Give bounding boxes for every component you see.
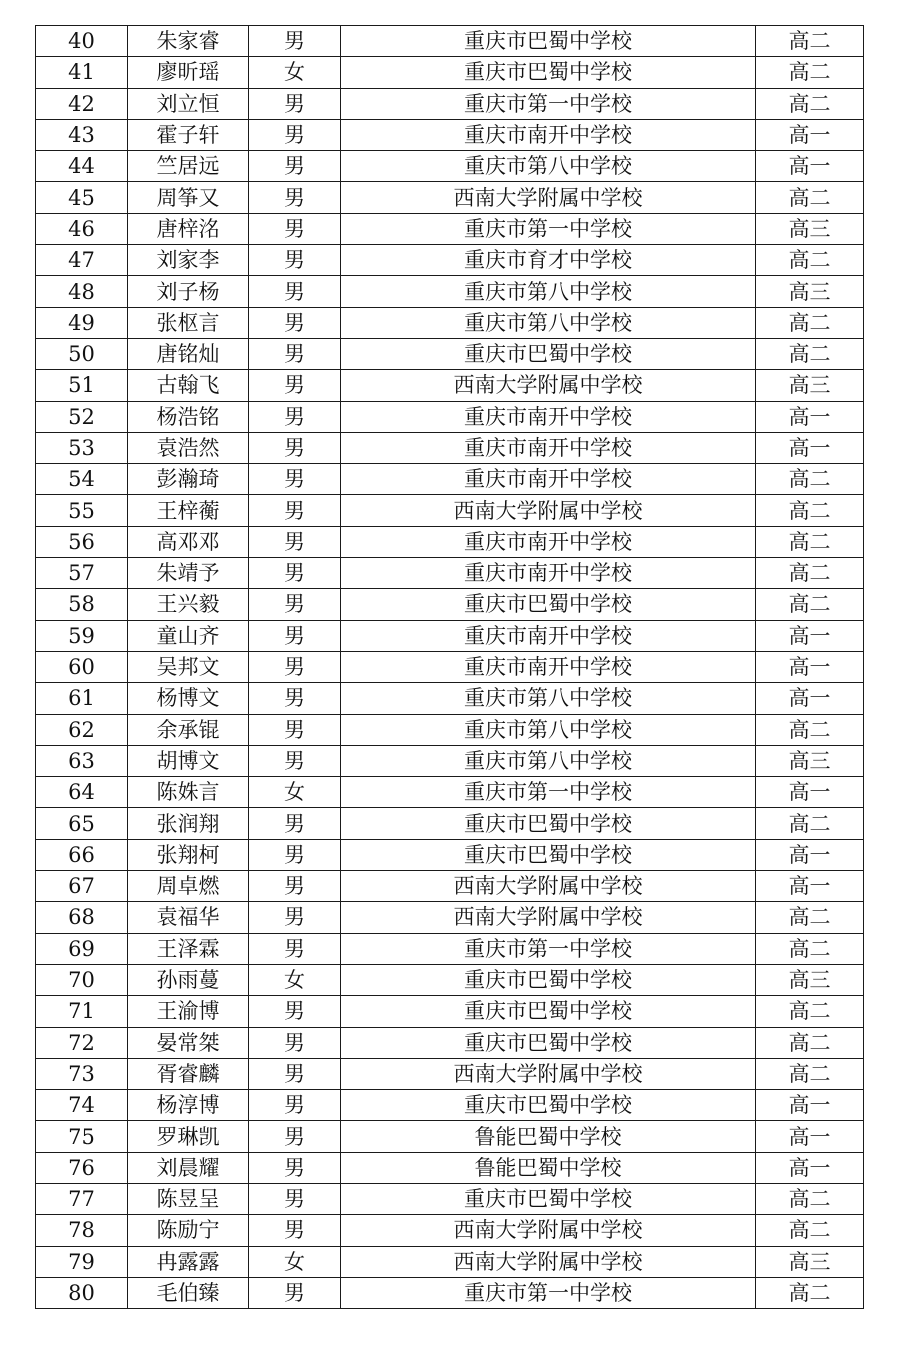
row-number-cell: 72 — [36, 1027, 128, 1058]
school-cell: 重庆市第八中学校 — [341, 683, 756, 714]
student-name-cell: 王梓蘅 — [128, 495, 249, 526]
student-name-cell: 唐铭灿 — [128, 338, 249, 369]
student-name-cell: 余承锟 — [128, 714, 249, 745]
row-number-cell: 49 — [36, 307, 128, 338]
grade-cell: 高三 — [756, 1246, 864, 1277]
row-number-cell: 47 — [36, 245, 128, 276]
gender-cell: 男 — [249, 558, 341, 589]
table-row — [36, 651, 864, 682]
student-name-cell: 王渝博 — [128, 996, 249, 1027]
school-cell: 西南大学附属中学校 — [341, 370, 756, 401]
student-name-cell: 张润翔 — [128, 808, 249, 839]
school-cell: 重庆市巴蜀中学校 — [341, 26, 756, 57]
row-number-cell: 80 — [36, 1277, 128, 1308]
table-row — [36, 338, 864, 369]
school-cell: 重庆市南开中学校 — [341, 464, 756, 495]
table-row — [36, 871, 864, 902]
school-cell: 重庆市第一中学校 — [341, 88, 756, 119]
grade-cell: 高三 — [756, 964, 864, 995]
student-name-cell: 胡博文 — [128, 745, 249, 776]
gender-cell: 男 — [249, 307, 341, 338]
school-cell: 重庆市第一中学校 — [341, 777, 756, 808]
school-cell: 重庆市巴蜀中学校 — [341, 1090, 756, 1121]
table-row — [36, 1183, 864, 1214]
table-row — [36, 1277, 864, 1308]
school-cell: 西南大学附属中学校 — [341, 182, 756, 213]
grade-cell: 高二 — [756, 1215, 864, 1246]
row-number-cell: 44 — [36, 151, 128, 182]
row-number-cell: 75 — [36, 1121, 128, 1152]
table-row — [36, 558, 864, 589]
grade-cell: 高一 — [756, 119, 864, 150]
student-name-cell: 王兴毅 — [128, 589, 249, 620]
gender-cell: 男 — [249, 808, 341, 839]
student-name-cell: 周筝又 — [128, 182, 249, 213]
gender-cell: 男 — [249, 620, 341, 651]
grade-cell: 高二 — [756, 902, 864, 933]
roster-body — [36, 26, 864, 1309]
school-cell: 重庆市巴蜀中学校 — [341, 589, 756, 620]
grade-cell: 高二 — [756, 307, 864, 338]
school-cell: 重庆市第八中学校 — [341, 745, 756, 776]
table-row — [36, 839, 864, 870]
student-name-cell: 唐梓洺 — [128, 213, 249, 244]
school-cell: 重庆市巴蜀中学校 — [341, 1183, 756, 1214]
student-name-cell: 刘立恒 — [128, 88, 249, 119]
table-row — [36, 1058, 864, 1089]
gender-cell: 男 — [249, 432, 341, 463]
school-cell: 重庆市巴蜀中学校 — [341, 57, 756, 88]
grade-cell: 高二 — [756, 182, 864, 213]
row-number-cell: 40 — [36, 26, 128, 57]
school-cell: 重庆市南开中学校 — [341, 526, 756, 557]
student-name-cell: 高邓邓 — [128, 526, 249, 557]
gender-cell: 男 — [249, 933, 341, 964]
row-number-cell: 59 — [36, 620, 128, 651]
student-name-cell: 杨浩铭 — [128, 401, 249, 432]
row-number-cell: 43 — [36, 119, 128, 150]
row-number-cell: 46 — [36, 213, 128, 244]
grade-cell: 高一 — [756, 1152, 864, 1183]
table-row — [36, 88, 864, 119]
grade-cell: 高二 — [756, 338, 864, 369]
student-name-cell: 袁浩然 — [128, 432, 249, 463]
student-name-cell: 周卓燃 — [128, 871, 249, 902]
row-number-cell: 71 — [36, 996, 128, 1027]
row-number-cell: 66 — [36, 839, 128, 870]
gender-cell: 男 — [249, 370, 341, 401]
school-cell: 重庆市巴蜀中学校 — [341, 338, 756, 369]
table-row — [36, 589, 864, 620]
row-number-cell: 77 — [36, 1183, 128, 1214]
student-name-cell: 罗琳凯 — [128, 1121, 249, 1152]
school-cell: 重庆市南开中学校 — [341, 432, 756, 463]
gender-cell: 女 — [249, 1246, 341, 1277]
grade-cell: 高二 — [756, 1277, 864, 1308]
school-cell: 重庆市第八中学校 — [341, 276, 756, 307]
student-name-cell: 王泽霖 — [128, 933, 249, 964]
row-number-cell: 53 — [36, 432, 128, 463]
gender-cell: 男 — [249, 1183, 341, 1214]
gender-cell: 男 — [249, 213, 341, 244]
row-number-cell: 57 — [36, 558, 128, 589]
row-number-cell: 76 — [36, 1152, 128, 1183]
grade-cell: 高一 — [756, 683, 864, 714]
table-row — [36, 808, 864, 839]
table-row — [36, 1027, 864, 1058]
student-name-cell: 陈昱呈 — [128, 1183, 249, 1214]
table-row — [36, 57, 864, 88]
gender-cell: 男 — [249, 1215, 341, 1246]
gender-cell: 男 — [249, 996, 341, 1027]
student-name-cell: 陈励宁 — [128, 1215, 249, 1246]
table-row — [36, 1246, 864, 1277]
row-number-cell: 74 — [36, 1090, 128, 1121]
gender-cell: 男 — [249, 1027, 341, 1058]
grade-cell: 高二 — [756, 558, 864, 589]
row-number-cell: 55 — [36, 495, 128, 526]
grade-cell: 高一 — [756, 777, 864, 808]
student-name-cell: 朱家睿 — [128, 26, 249, 57]
table-row — [36, 495, 864, 526]
school-cell: 重庆市第八中学校 — [341, 307, 756, 338]
table-row — [36, 1152, 864, 1183]
student-name-cell: 毛伯臻 — [128, 1277, 249, 1308]
student-name-cell: 杨淳博 — [128, 1090, 249, 1121]
table-row — [36, 620, 864, 651]
table-row — [36, 745, 864, 776]
student-name-cell: 刘晨耀 — [128, 1152, 249, 1183]
student-name-cell: 刘子杨 — [128, 276, 249, 307]
grade-cell: 高一 — [756, 1090, 864, 1121]
table-row — [36, 526, 864, 557]
row-number-cell: 58 — [36, 589, 128, 620]
school-cell: 鲁能巴蜀中学校 — [341, 1121, 756, 1152]
table-row — [36, 245, 864, 276]
school-cell: 西南大学附属中学校 — [341, 495, 756, 526]
table-row — [36, 26, 864, 57]
row-number-cell: 52 — [36, 401, 128, 432]
row-number-cell: 70 — [36, 964, 128, 995]
table-row — [36, 182, 864, 213]
school-cell: 重庆市第八中学校 — [341, 714, 756, 745]
grade-cell: 高三 — [756, 213, 864, 244]
school-cell: 重庆市第一中学校 — [341, 933, 756, 964]
student-name-cell: 吴邦文 — [128, 651, 249, 682]
gender-cell: 男 — [249, 651, 341, 682]
table-row — [36, 1121, 864, 1152]
student-name-cell: 晏常桀 — [128, 1027, 249, 1058]
row-number-cell: 67 — [36, 871, 128, 902]
row-number-cell: 41 — [36, 57, 128, 88]
grade-cell: 高二 — [756, 464, 864, 495]
row-number-cell: 69 — [36, 933, 128, 964]
gender-cell: 男 — [249, 26, 341, 57]
gender-cell: 男 — [249, 276, 341, 307]
row-number-cell: 73 — [36, 1058, 128, 1089]
table-row — [36, 1090, 864, 1121]
table-row — [36, 683, 864, 714]
student-name-cell: 张枢言 — [128, 307, 249, 338]
school-cell: 重庆市南开中学校 — [341, 558, 756, 589]
table-row — [36, 432, 864, 463]
school-cell: 重庆市南开中学校 — [341, 620, 756, 651]
gender-cell: 女 — [249, 964, 341, 995]
gender-cell: 男 — [249, 745, 341, 776]
grade-cell: 高三 — [756, 370, 864, 401]
grade-cell: 高二 — [756, 88, 864, 119]
gender-cell: 男 — [249, 88, 341, 119]
gender-cell: 男 — [249, 902, 341, 933]
student-roster-table — [35, 25, 864, 1309]
grade-cell: 高二 — [756, 996, 864, 1027]
row-number-cell: 51 — [36, 370, 128, 401]
school-cell: 重庆市南开中学校 — [341, 651, 756, 682]
row-number-cell: 78 — [36, 1215, 128, 1246]
table-row — [36, 1215, 864, 1246]
school-cell: 重庆市南开中学校 — [341, 401, 756, 432]
school-cell: 重庆市巴蜀中学校 — [341, 964, 756, 995]
school-cell: 鲁能巴蜀中学校 — [341, 1152, 756, 1183]
school-cell: 重庆市第一中学校 — [341, 1277, 756, 1308]
grade-cell: 高二 — [756, 933, 864, 964]
grade-cell: 高二 — [756, 526, 864, 557]
grade-cell: 高二 — [756, 1183, 864, 1214]
row-number-cell: 42 — [36, 88, 128, 119]
gender-cell: 男 — [249, 1090, 341, 1121]
gender-cell: 女 — [249, 57, 341, 88]
row-number-cell: 45 — [36, 182, 128, 213]
gender-cell: 男 — [249, 714, 341, 745]
student-name-cell: 霍子轩 — [128, 119, 249, 150]
grade-cell: 高二 — [756, 808, 864, 839]
student-name-cell: 陈姝言 — [128, 777, 249, 808]
row-number-cell: 65 — [36, 808, 128, 839]
row-number-cell: 54 — [36, 464, 128, 495]
gender-cell: 男 — [249, 1058, 341, 1089]
school-cell: 重庆市巴蜀中学校 — [341, 808, 756, 839]
grade-cell: 高一 — [756, 432, 864, 463]
school-cell: 西南大学附属中学校 — [341, 902, 756, 933]
row-number-cell: 50 — [36, 338, 128, 369]
table-row — [36, 213, 864, 244]
grade-cell: 高一 — [756, 401, 864, 432]
gender-cell: 男 — [249, 151, 341, 182]
gender-cell: 男 — [249, 182, 341, 213]
table-row — [36, 933, 864, 964]
school-cell: 重庆市第八中学校 — [341, 151, 756, 182]
table-row — [36, 964, 864, 995]
row-number-cell: 56 — [36, 526, 128, 557]
row-number-cell: 79 — [36, 1246, 128, 1277]
gender-cell: 女 — [249, 777, 341, 808]
student-name-cell: 胥睿麟 — [128, 1058, 249, 1089]
gender-cell: 男 — [249, 683, 341, 714]
row-number-cell: 60 — [36, 651, 128, 682]
student-name-cell: 刘家李 — [128, 245, 249, 276]
row-number-cell: 62 — [36, 714, 128, 745]
student-name-cell: 朱靖予 — [128, 558, 249, 589]
table-row — [36, 370, 864, 401]
row-number-cell: 64 — [36, 777, 128, 808]
row-number-cell: 48 — [36, 276, 128, 307]
school-cell: 西南大学附属中学校 — [341, 1058, 756, 1089]
table-row — [36, 902, 864, 933]
school-cell: 重庆市育才中学校 — [341, 245, 756, 276]
student-name-cell: 袁福华 — [128, 902, 249, 933]
row-number-cell: 68 — [36, 902, 128, 933]
table-row — [36, 996, 864, 1027]
student-name-cell: 古翰飞 — [128, 370, 249, 401]
grade-cell: 高一 — [756, 839, 864, 870]
school-cell: 重庆市巴蜀中学校 — [341, 996, 756, 1027]
grade-cell: 高一 — [756, 1121, 864, 1152]
grade-cell: 高一 — [756, 871, 864, 902]
gender-cell: 男 — [249, 526, 341, 557]
table-row — [36, 276, 864, 307]
gender-cell: 男 — [249, 401, 341, 432]
grade-cell: 高一 — [756, 651, 864, 682]
grade-cell: 高三 — [756, 745, 864, 776]
grade-cell: 高二 — [756, 589, 864, 620]
gender-cell: 男 — [249, 245, 341, 276]
student-name-cell: 孙雨蔓 — [128, 964, 249, 995]
gender-cell: 男 — [249, 1152, 341, 1183]
table-row — [36, 151, 864, 182]
grade-cell: 高二 — [756, 1058, 864, 1089]
gender-cell: 男 — [249, 1121, 341, 1152]
student-name-cell: 廖昕瑶 — [128, 57, 249, 88]
school-cell: 西南大学附属中学校 — [341, 871, 756, 902]
student-name-cell: 彭瀚琦 — [128, 464, 249, 495]
table-row — [36, 307, 864, 338]
table-row — [36, 777, 864, 808]
table-row — [36, 119, 864, 150]
gender-cell: 男 — [249, 464, 341, 495]
table-row — [36, 714, 864, 745]
grade-cell: 高二 — [756, 495, 864, 526]
student-name-cell: 竺居远 — [128, 151, 249, 182]
student-name-cell: 张翔柯 — [128, 839, 249, 870]
gender-cell: 男 — [249, 119, 341, 150]
student-name-cell: 杨博文 — [128, 683, 249, 714]
student-name-cell: 童山齐 — [128, 620, 249, 651]
school-cell: 重庆市第一中学校 — [341, 213, 756, 244]
gender-cell: 男 — [249, 589, 341, 620]
grade-cell: 高二 — [756, 714, 864, 745]
grade-cell: 高二 — [756, 57, 864, 88]
gender-cell: 男 — [249, 495, 341, 526]
grade-cell: 高三 — [756, 276, 864, 307]
gender-cell: 男 — [249, 338, 341, 369]
school-cell: 西南大学附属中学校 — [341, 1215, 756, 1246]
school-cell: 西南大学附属中学校 — [341, 1246, 756, 1277]
grade-cell: 高二 — [756, 245, 864, 276]
table-row — [36, 401, 864, 432]
row-number-cell: 61 — [36, 683, 128, 714]
gender-cell: 男 — [249, 871, 341, 902]
gender-cell: 男 — [249, 839, 341, 870]
grade-cell: 高二 — [756, 26, 864, 57]
grade-cell: 高一 — [756, 620, 864, 651]
school-cell: 重庆市巴蜀中学校 — [341, 1027, 756, 1058]
school-cell: 重庆市巴蜀中学校 — [341, 839, 756, 870]
grade-cell: 高一 — [756, 151, 864, 182]
grade-cell: 高二 — [756, 1027, 864, 1058]
school-cell: 重庆市南开中学校 — [341, 119, 756, 150]
gender-cell: 男 — [249, 1277, 341, 1308]
student-name-cell: 冉露露 — [128, 1246, 249, 1277]
row-number-cell: 63 — [36, 745, 128, 776]
table-row — [36, 464, 864, 495]
